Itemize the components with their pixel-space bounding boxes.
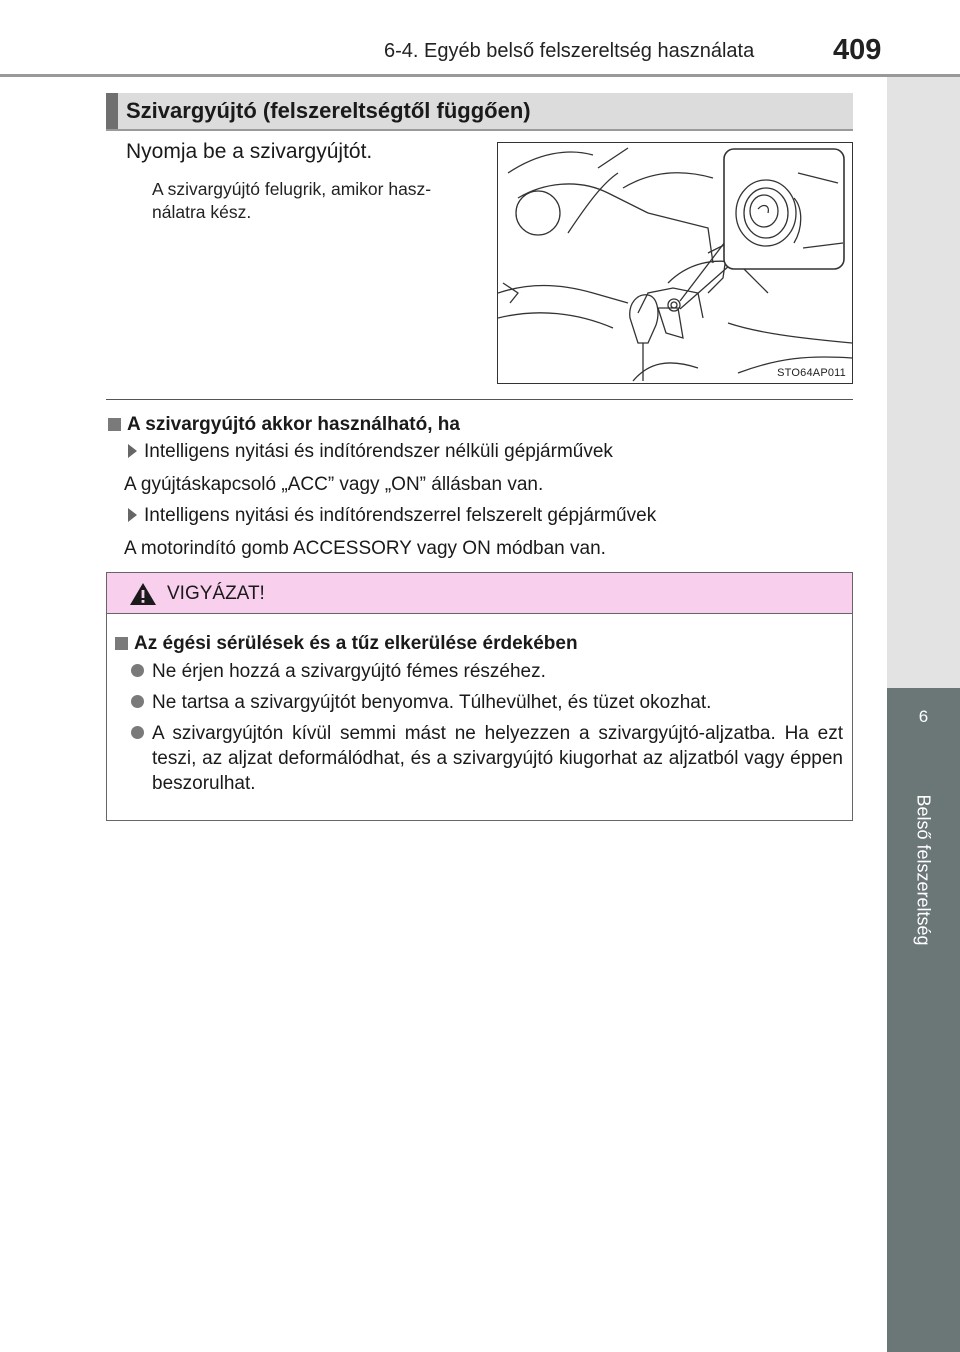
warning-bullet-1 (131, 659, 843, 684)
figure-code: STO64AP011 (777, 367, 846, 379)
section-accent (106, 93, 118, 129)
chapter-tab (887, 688, 960, 770)
square-bullet-icon (115, 637, 128, 650)
side-tab-background (887, 77, 960, 688)
usage-condition-1-text: Intelligens nyitási és indítórendszer nélküli gépjárművek (144, 441, 613, 462)
warning-title: VIGYÁZAT! (167, 583, 265, 604)
running-header-title: 6-4. Egyéb belső felszereltség használata (384, 40, 755, 62)
section-title-bar (106, 93, 853, 131)
usage-text-2: A motorindító gomb ACCESSORY vagy ON módban van. (124, 538, 606, 559)
warning-heading (115, 633, 578, 655)
warning-bullet-1-text: Ne érjen hozzá a szivargyújtó fémes részéhez. (152, 661, 546, 682)
header-divider (0, 74, 960, 77)
dashboard-drawing (498, 143, 852, 383)
warning-box (106, 572, 853, 821)
square-bullet-icon (108, 418, 121, 431)
usage-condition-1 (128, 441, 613, 463)
page-number: 409 (833, 34, 882, 66)
round-bullet-icon (131, 726, 144, 739)
step-note: A szivargyújtó felugrik, amikor hasz-nálatra kész. (152, 179, 432, 222)
warning-header (107, 573, 852, 614)
warning-bullet-2-text: Ne tartsa a szivargyújtót benyomva. Túlhevülhet, és tüzet okozhat. (152, 692, 712, 713)
chapter-number: 6 (918, 707, 929, 726)
usage-heading (108, 414, 460, 436)
triangle-bullet-icon (128, 444, 137, 458)
triangle-bullet-icon (128, 508, 137, 522)
round-bullet-icon (131, 664, 144, 677)
usage-heading-text: A szivargyújtó akkor használható, ha (127, 414, 460, 435)
section-title: Szivargyújtó (felszereltségtől függően) (126, 98, 531, 123)
warning-heading-text: Az égési sérülések és a tűz elkerülése érdekében (134, 633, 578, 654)
warning-triangle-icon (129, 582, 157, 606)
usage-condition-2 (128, 505, 656, 527)
chapter-label: Belső felszereltség (913, 794, 934, 946)
usage-text-1: A gyújtáskapcsoló „ACC” vagy „ON” állásban van. (124, 474, 544, 495)
round-bullet-icon (131, 695, 144, 708)
step-instruction: Nyomja be a szivargyújtót. (126, 140, 373, 163)
warning-bullet-3-text: A szivargyújtón kívül semmi mást ne helyezzen a szivargyújtó-aljzatba. Ha ezt teszi, az aljzat deformálódhat, és a szivargyújtó kiugorhat az aljzatból vagy éppen beszorulhat. (152, 723, 843, 794)
warning-bullet-2 (131, 690, 843, 715)
cigarette-lighter-illustration (497, 142, 853, 384)
warning-bullet-3 (131, 721, 843, 796)
usage-condition-2-text: Intelligens nyitási és indítórendszerrel felszerelt gépjárművek (144, 505, 657, 526)
section-separator (106, 399, 853, 400)
